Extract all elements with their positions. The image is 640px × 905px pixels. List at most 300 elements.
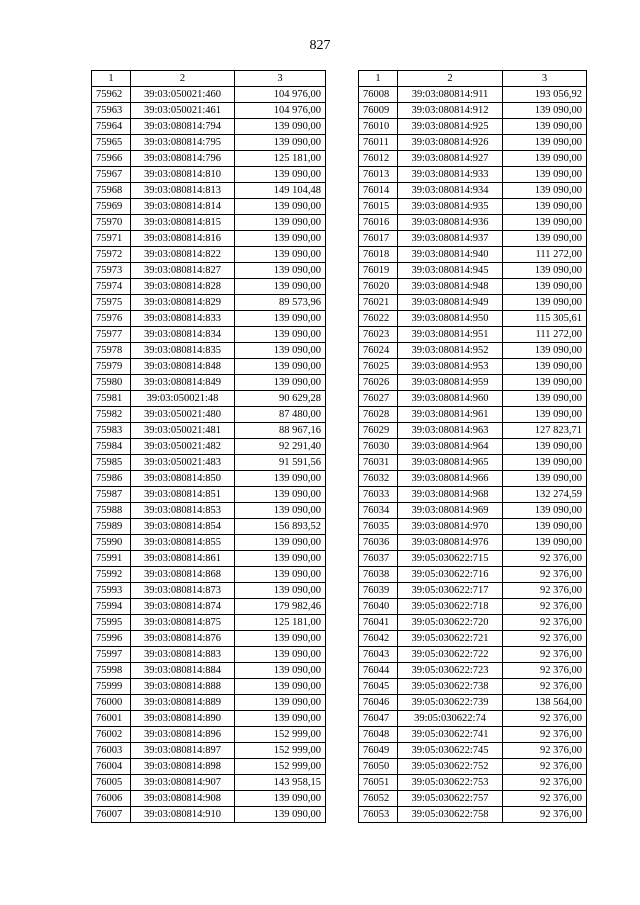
row-number: 75994 <box>92 599 131 615</box>
cadastral-number: 39:03:080814:898 <box>131 759 235 775</box>
cadastral-number: 39:03:080814:964 <box>398 439 503 455</box>
table-row <box>92 327 326 343</box>
cadastral-value: 92 376,00 <box>503 599 587 615</box>
cadastral-value: 92 376,00 <box>503 679 587 695</box>
cadastral-number: 39:03:080814:874 <box>131 599 235 615</box>
table-row <box>92 135 326 151</box>
cadastral-value: 139 090,00 <box>235 711 326 727</box>
row-number: 75976 <box>92 311 131 327</box>
cadastral-value: 139 090,00 <box>235 791 326 807</box>
cadastral-number: 39:03:050021:460 <box>131 87 235 103</box>
row-number: 76015 <box>359 199 398 215</box>
column-header-1: 1 <box>92 71 131 87</box>
table-row <box>92 615 326 631</box>
cadastral-number: 39:03:080814:888 <box>131 679 235 695</box>
row-number: 76002 <box>92 727 131 743</box>
row-number: 76022 <box>359 311 398 327</box>
cadastral-value: 139 090,00 <box>235 647 326 663</box>
cadastral-number: 39:03:080814:948 <box>398 279 503 295</box>
table-row <box>359 711 587 727</box>
cadastral-value: 92 376,00 <box>503 663 587 679</box>
row-number: 76052 <box>359 791 398 807</box>
table-row <box>359 439 587 455</box>
table-row <box>92 343 326 359</box>
row-number: 75993 <box>92 583 131 599</box>
row-number: 76016 <box>359 215 398 231</box>
cadastral-value: 92 376,00 <box>503 551 587 567</box>
table-row <box>359 247 587 263</box>
cadastral-value: 139 090,00 <box>503 279 587 295</box>
cadastral-number: 39:03:050021:461 <box>131 103 235 119</box>
row-number: 76018 <box>359 247 398 263</box>
cadastral-value: 139 090,00 <box>503 519 587 535</box>
row-number: 75977 <box>92 327 131 343</box>
cadastral-number: 39:03:080814:951 <box>398 327 503 343</box>
table-row <box>359 583 587 599</box>
cadastral-value: 139 090,00 <box>235 631 326 647</box>
row-number: 76032 <box>359 471 398 487</box>
table-row <box>92 263 326 279</box>
table-row <box>92 103 326 119</box>
row-number: 76046 <box>359 695 398 711</box>
cadastral-number: 39:03:050021:483 <box>131 455 235 471</box>
row-number: 75981 <box>92 391 131 407</box>
row-number: 75982 <box>92 407 131 423</box>
table-row <box>92 487 326 503</box>
row-number: 76026 <box>359 375 398 391</box>
cadastral-number: 39:03:080814:868 <box>131 567 235 583</box>
table-row <box>92 759 326 775</box>
row-number: 76048 <box>359 727 398 743</box>
row-number: 75969 <box>92 199 131 215</box>
cadastral-number: 39:03:080814:897 <box>131 743 235 759</box>
row-number: 75998 <box>92 663 131 679</box>
row-number: 75975 <box>92 295 131 311</box>
table-row <box>92 455 326 471</box>
table-row <box>92 247 326 263</box>
cadastral-number: 39:03:080814:959 <box>398 375 503 391</box>
table-row <box>92 151 326 167</box>
cadastral-number: 39:03:080814:815 <box>131 215 235 231</box>
cadastral-number: 39:03:080814:876 <box>131 631 235 647</box>
cadastral-number: 39:03:050021:48 <box>131 391 235 407</box>
table-row <box>92 743 326 759</box>
table-row <box>359 631 587 647</box>
cadastral-value: 92 376,00 <box>503 759 587 775</box>
cadastral-value: 92 376,00 <box>503 567 587 583</box>
cadastral-number: 39:05:030622:757 <box>398 791 503 807</box>
row-number: 76038 <box>359 567 398 583</box>
row-number: 76014 <box>359 183 398 199</box>
cadastral-number: 39:05:030622:752 <box>398 759 503 775</box>
registry-table-right <box>358 70 587 823</box>
cadastral-value: 139 090,00 <box>503 135 587 151</box>
table-row <box>92 583 326 599</box>
cadastral-number: 39:03:080814:822 <box>131 247 235 263</box>
row-number: 76043 <box>359 647 398 663</box>
cadastral-value: 139 090,00 <box>503 535 587 551</box>
cadastral-number: 39:03:080814:950 <box>398 311 503 327</box>
table-row <box>92 727 326 743</box>
cadastral-number: 39:03:080814:976 <box>398 535 503 551</box>
cadastral-number: 39:03:080814:794 <box>131 119 235 135</box>
table-row <box>92 679 326 695</box>
row-number: 76040 <box>359 599 398 615</box>
row-number: 76037 <box>359 551 398 567</box>
row-number: 75984 <box>92 439 131 455</box>
row-number: 75964 <box>92 119 131 135</box>
cadastral-number: 39:03:080814:966 <box>398 471 503 487</box>
table-row <box>359 119 587 135</box>
table-row <box>92 199 326 215</box>
row-number: 76027 <box>359 391 398 407</box>
row-number: 76044 <box>359 663 398 679</box>
table-row <box>92 631 326 647</box>
cadastral-value: 139 090,00 <box>503 455 587 471</box>
cadastral-number: 39:05:030622:715 <box>398 551 503 567</box>
row-number: 75973 <box>92 263 131 279</box>
cadastral-value: 139 090,00 <box>235 695 326 711</box>
row-number: 75997 <box>92 647 131 663</box>
row-number: 76006 <box>92 791 131 807</box>
table-row <box>359 615 587 631</box>
table-row <box>92 695 326 711</box>
cadastral-value: 139 090,00 <box>503 391 587 407</box>
table-row <box>92 503 326 519</box>
row-number: 76047 <box>359 711 398 727</box>
table-row <box>359 791 587 807</box>
row-number: 75989 <box>92 519 131 535</box>
row-number: 76042 <box>359 631 398 647</box>
cadastral-number: 39:03:080814:835 <box>131 343 235 359</box>
cadastral-value: 152 999,00 <box>235 759 326 775</box>
row-number: 75972 <box>92 247 131 263</box>
cadastral-value: 152 999,00 <box>235 727 326 743</box>
row-number: 75986 <box>92 471 131 487</box>
cadastral-value: 91 591,56 <box>235 455 326 471</box>
cadastral-value: 139 090,00 <box>235 231 326 247</box>
cadastral-number: 39:05:030622:758 <box>398 807 503 823</box>
cadastral-number: 39:03:080814:851 <box>131 487 235 503</box>
table-row <box>92 551 326 567</box>
table-row <box>92 183 326 199</box>
row-number: 76041 <box>359 615 398 631</box>
cadastral-value: 139 090,00 <box>235 135 326 151</box>
table-row <box>359 311 587 327</box>
cadastral-number: 39:03:080814:907 <box>131 775 235 791</box>
row-number: 76019 <box>359 263 398 279</box>
row-number: 76000 <box>92 695 131 711</box>
cadastral-number: 39:03:080814:912 <box>398 103 503 119</box>
cadastral-value: 87 480,00 <box>235 407 326 423</box>
cadastral-value: 149 104,48 <box>235 183 326 199</box>
row-number: 76050 <box>359 759 398 775</box>
row-number: 75992 <box>92 567 131 583</box>
cadastral-value: 139 090,00 <box>235 263 326 279</box>
cadastral-value: 139 090,00 <box>503 503 587 519</box>
cadastral-value: 92 376,00 <box>503 615 587 631</box>
table-row <box>359 567 587 583</box>
cadastral-value: 139 090,00 <box>235 359 326 375</box>
cadastral-value: 125 181,00 <box>235 151 326 167</box>
cadastral-number: 39:03:080814:810 <box>131 167 235 183</box>
table-row <box>359 327 587 343</box>
cadastral-number: 39:03:080814:813 <box>131 183 235 199</box>
table-row <box>92 295 326 311</box>
cadastral-number: 39:03:080814:926 <box>398 135 503 151</box>
table-row <box>359 519 587 535</box>
cadastral-number: 39:03:080814:883 <box>131 647 235 663</box>
row-number: 75996 <box>92 631 131 647</box>
cadastral-value: 156 893,52 <box>235 519 326 535</box>
cadastral-number: 39:03:050021:482 <box>131 439 235 455</box>
cadastral-number: 39:05:030622:753 <box>398 775 503 791</box>
cadastral-value: 139 090,00 <box>503 295 587 311</box>
table-row <box>92 215 326 231</box>
cadastral-value: 139 090,00 <box>235 567 326 583</box>
row-number: 76011 <box>359 135 398 151</box>
cadastral-value: 127 823,71 <box>503 423 587 439</box>
cadastral-number: 39:03:080814:908 <box>131 791 235 807</box>
cadastral-value: 139 090,00 <box>503 151 587 167</box>
row-number: 76023 <box>359 327 398 343</box>
cadastral-value: 139 090,00 <box>235 247 326 263</box>
registry-table-left <box>91 70 326 823</box>
row-number: 76009 <box>359 103 398 119</box>
table-row <box>359 775 587 791</box>
row-number: 75962 <box>92 87 131 103</box>
table-row <box>359 359 587 375</box>
cadastral-number: 39:03:080814:848 <box>131 359 235 375</box>
row-number: 75965 <box>92 135 131 151</box>
cadastral-value: 139 090,00 <box>503 119 587 135</box>
row-number: 76045 <box>359 679 398 695</box>
table-row <box>359 375 587 391</box>
cadastral-number: 39:03:080814:884 <box>131 663 235 679</box>
cadastral-number: 39:03:080814:911 <box>398 87 503 103</box>
table-row <box>92 439 326 455</box>
table-row <box>92 423 326 439</box>
cadastral-number: 39:03:080814:968 <box>398 487 503 503</box>
row-number: 76051 <box>359 775 398 791</box>
cadastral-number: 39:05:030622:720 <box>398 615 503 631</box>
table-row <box>92 407 326 423</box>
table-row <box>359 135 587 151</box>
cadastral-value: 139 090,00 <box>235 343 326 359</box>
table-row <box>359 215 587 231</box>
cadastral-number: 39:03:080814:816 <box>131 231 235 247</box>
cadastral-number: 39:03:080814:855 <box>131 535 235 551</box>
table-row <box>359 455 587 471</box>
table-row <box>92 359 326 375</box>
row-number: 75974 <box>92 279 131 295</box>
cadastral-number: 39:05:030622:74 <box>398 711 503 727</box>
cadastral-value: 92 376,00 <box>503 711 587 727</box>
table-row <box>92 167 326 183</box>
cadastral-value: 92 291,40 <box>235 439 326 455</box>
cadastral-number: 39:03:080814:814 <box>131 199 235 215</box>
cadastral-value: 193 056,92 <box>503 87 587 103</box>
cadastral-value: 139 090,00 <box>503 343 587 359</box>
cadastral-number: 39:05:030622:745 <box>398 743 503 759</box>
cadastral-number: 39:03:080814:829 <box>131 295 235 311</box>
table-row <box>359 759 587 775</box>
cadastral-number: 39:03:080814:960 <box>398 391 503 407</box>
cadastral-value: 92 376,00 <box>503 775 587 791</box>
cadastral-number: 39:03:080814:927 <box>398 151 503 167</box>
cadastral-value: 139 090,00 <box>503 167 587 183</box>
table-row <box>359 503 587 519</box>
cadastral-number: 39:03:080814:910 <box>131 807 235 823</box>
cadastral-number: 39:03:080814:933 <box>398 167 503 183</box>
row-number: 76031 <box>359 455 398 471</box>
cadastral-value: 104 976,00 <box>235 87 326 103</box>
cadastral-value: 139 090,00 <box>503 439 587 455</box>
table-row <box>359 167 587 183</box>
table-row <box>92 87 326 103</box>
table-row <box>359 391 587 407</box>
cadastral-value: 92 376,00 <box>503 743 587 759</box>
row-number: 75963 <box>92 103 131 119</box>
row-number: 76008 <box>359 87 398 103</box>
cadastral-number: 39:03:080814:849 <box>131 375 235 391</box>
table-row <box>359 663 587 679</box>
row-number: 76049 <box>359 743 398 759</box>
cadastral-value: 139 090,00 <box>235 167 326 183</box>
row-number: 76020 <box>359 279 398 295</box>
table-row <box>359 263 587 279</box>
row-number: 76005 <box>92 775 131 791</box>
row-number: 76029 <box>359 423 398 439</box>
cadastral-number: 39:03:080814:934 <box>398 183 503 199</box>
table-row <box>359 407 587 423</box>
cadastral-number: 39:03:080814:853 <box>131 503 235 519</box>
cadastral-number: 39:03:080814:952 <box>398 343 503 359</box>
cadastral-number: 39:05:030622:738 <box>398 679 503 695</box>
cadastral-number: 39:05:030622:739 <box>398 695 503 711</box>
row-number: 75966 <box>92 151 131 167</box>
table-row <box>92 647 326 663</box>
cadastral-number: 39:05:030622:721 <box>398 631 503 647</box>
cadastral-value: 143 958,15 <box>235 775 326 791</box>
table-row <box>92 119 326 135</box>
cadastral-value: 139 090,00 <box>235 327 326 343</box>
row-number: 75990 <box>92 535 131 551</box>
cadastral-number: 39:03:080814:833 <box>131 311 235 327</box>
table-row <box>359 423 587 439</box>
table-row <box>359 487 587 503</box>
cadastral-number: 39:03:080814:890 <box>131 711 235 727</box>
cadastral-value: 139 090,00 <box>503 359 587 375</box>
cadastral-value: 139 090,00 <box>235 663 326 679</box>
cadastral-number: 39:05:030622:716 <box>398 567 503 583</box>
row-number: 76004 <box>92 759 131 775</box>
row-number: 76007 <box>92 807 131 823</box>
table-row <box>359 151 587 167</box>
table-row <box>92 567 326 583</box>
cadastral-value: 139 090,00 <box>503 471 587 487</box>
cadastral-value: 139 090,00 <box>235 679 326 695</box>
cadastral-value: 139 090,00 <box>503 103 587 119</box>
cadastral-value: 139 090,00 <box>503 183 587 199</box>
row-number: 75991 <box>92 551 131 567</box>
table-row <box>359 103 587 119</box>
cadastral-value: 179 982,46 <box>235 599 326 615</box>
cadastral-value: 139 090,00 <box>235 375 326 391</box>
cadastral-value: 139 090,00 <box>503 215 587 231</box>
row-number: 75995 <box>92 615 131 631</box>
table-row <box>359 279 587 295</box>
table-row <box>92 279 326 295</box>
row-number: 76021 <box>359 295 398 311</box>
cadastral-value: 111 272,00 <box>503 327 587 343</box>
table-row <box>359 343 587 359</box>
cadastral-value: 139 090,00 <box>503 199 587 215</box>
cadastral-value: 139 090,00 <box>235 503 326 519</box>
cadastral-value: 139 090,00 <box>235 535 326 551</box>
cadastral-value: 139 090,00 <box>235 215 326 231</box>
table-row <box>359 599 587 615</box>
cadastral-number: 39:03:080814:827 <box>131 263 235 279</box>
column-header-3: 3 <box>235 71 326 87</box>
row-number: 76013 <box>359 167 398 183</box>
row-number: 76017 <box>359 231 398 247</box>
row-number: 75971 <box>92 231 131 247</box>
row-number: 75967 <box>92 167 131 183</box>
table-row <box>359 551 587 567</box>
cadastral-number: 39:03:080814:936 <box>398 215 503 231</box>
row-number: 75978 <box>92 343 131 359</box>
cadastral-value: 89 573,96 <box>235 295 326 311</box>
cadastral-number: 39:03:080814:940 <box>398 247 503 263</box>
row-number: 76003 <box>92 743 131 759</box>
table-row <box>92 599 326 615</box>
row-number: 76035 <box>359 519 398 535</box>
cadastral-number: 39:03:080814:834 <box>131 327 235 343</box>
row-number: 76053 <box>359 807 398 823</box>
cadastral-number: 39:03:080814:796 <box>131 151 235 167</box>
table-row <box>359 87 587 103</box>
cadastral-value: 139 090,00 <box>503 263 587 279</box>
cadastral-number: 39:03:050021:480 <box>131 407 235 423</box>
cadastral-number: 39:03:080814:961 <box>398 407 503 423</box>
page-number: 827 <box>309 38 331 53</box>
table-row <box>359 679 587 695</box>
cadastral-value: 152 999,00 <box>235 743 326 759</box>
table-row <box>92 807 326 823</box>
row-number: 76036 <box>359 535 398 551</box>
cadastral-value: 125 181,00 <box>235 615 326 631</box>
row-number: 75985 <box>92 455 131 471</box>
cadastral-value: 139 090,00 <box>235 583 326 599</box>
row-number: 75988 <box>92 503 131 519</box>
cadastral-value: 139 090,00 <box>235 551 326 567</box>
cadastral-value: 90 629,28 <box>235 391 326 407</box>
cadastral-number: 39:03:080814:925 <box>398 119 503 135</box>
cadastral-number: 39:03:080814:873 <box>131 583 235 599</box>
column-header-1: 1 <box>359 71 398 87</box>
table-row <box>359 471 587 487</box>
table-row <box>92 311 326 327</box>
row-number: 76012 <box>359 151 398 167</box>
cadastral-number: 39:03:080814:875 <box>131 615 235 631</box>
column-header-2: 2 <box>131 71 235 87</box>
cadastral-number: 39:05:030622:741 <box>398 727 503 743</box>
table-row <box>359 295 587 311</box>
table-row <box>359 535 587 551</box>
cadastral-number: 39:05:030622:723 <box>398 663 503 679</box>
cadastral-value: 138 564,00 <box>503 695 587 711</box>
